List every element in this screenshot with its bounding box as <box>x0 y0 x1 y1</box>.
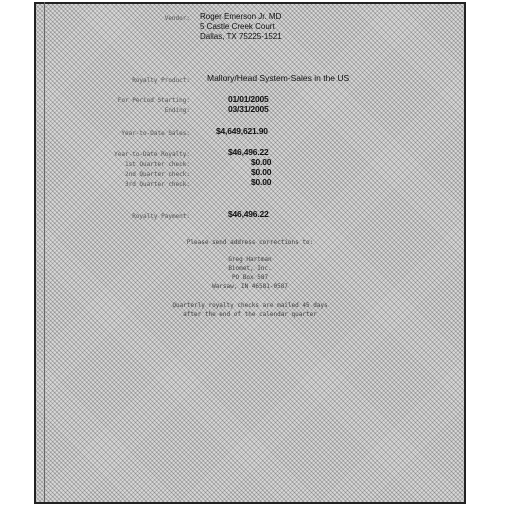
ytd-sales-label: Year-to-Date Sales: <box>121 130 190 137</box>
scan-edge-line <box>44 2 45 502</box>
corrections-line: Biomet, Inc. <box>228 265 272 272</box>
check-q3-label: 3rd Quarter check: <box>124 181 190 188</box>
royalty-payment-value: $46,496.22 <box>228 209 269 219</box>
vendor-address-line2: Dallas, TX 75225-1521 <box>200 32 282 41</box>
period-end-value: 03/31/2005 <box>228 104 269 114</box>
ytd-sales-value: $4,649,621.90 <box>216 126 268 136</box>
check-q1-label: 1st Quarter check: <box>124 161 190 168</box>
check-q3-value: $0.00 <box>251 177 272 187</box>
period-start-value: 01/01/2005 <box>228 94 269 104</box>
footer-note-line1: Quarterly royalty checks are mailed 45 days <box>172 302 328 309</box>
check-q2-label: 2nd Quarter check: <box>124 171 190 178</box>
vendor-name: Roger Emerson Jr. MD <box>200 12 282 21</box>
period-start-label: For Period Starting: <box>117 97 190 104</box>
corrections-line: Warsaw, IN 46581-0587 <box>212 283 288 290</box>
corrections-line: PO Box 587 <box>231 274 269 281</box>
ytd-royalty-label: Year-to-Date Royalty: <box>114 151 190 158</box>
royalty-product-value: Mallory/Head System-Sales in the US <box>207 73 350 83</box>
check-q1-value: $0.00 <box>251 157 272 167</box>
check-q2-value: $0.00 <box>251 167 272 177</box>
footer-note-line2: after the end of the calendar quarter <box>183 311 317 318</box>
vendor-address-line1: 5 Castle Creek Court <box>200 22 275 31</box>
corrections-line: Greg Hartman <box>228 256 272 263</box>
royalty-payment-label: Royalty Payment: <box>132 213 190 220</box>
ytd-royalty-value: $46,496.22 <box>228 147 269 157</box>
corrections-heading: Please send address corrections to: <box>186 239 314 246</box>
royalty-product-label: Royalty Product: <box>132 77 190 84</box>
period-end-label: Ending: <box>164 107 190 114</box>
vendor-label: Vendor: <box>164 15 190 22</box>
